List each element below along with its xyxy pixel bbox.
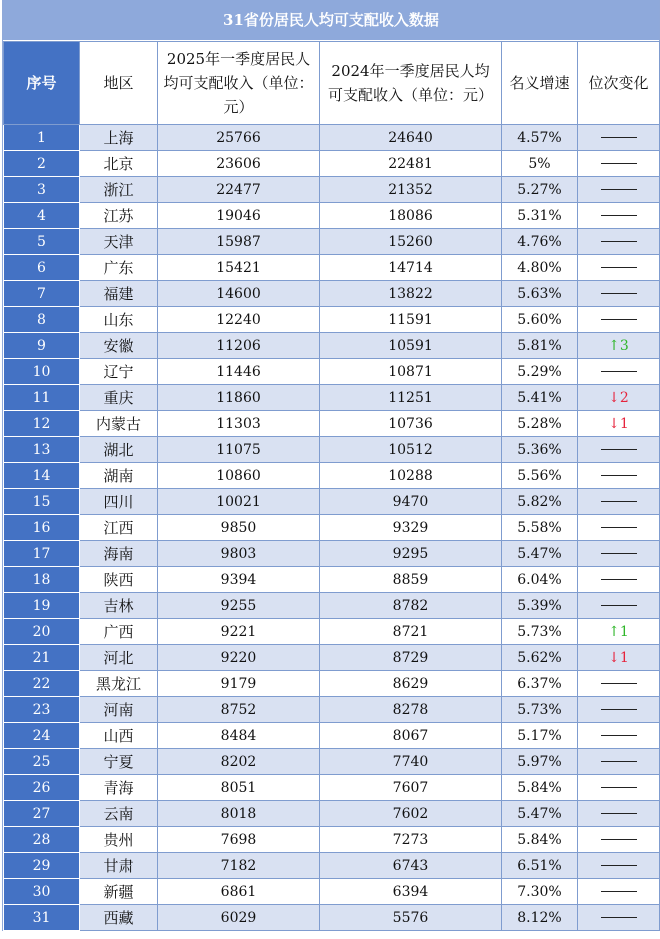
- row-growth: 5.31%: [502, 203, 578, 229]
- row-seq: 28: [4, 827, 80, 853]
- row-growth: 5.97%: [502, 749, 578, 775]
- row-rank-change: [578, 775, 660, 801]
- row-income-2025: 11446: [158, 359, 320, 385]
- table-row: [4, 853, 660, 879]
- row-rank-change: [578, 229, 660, 255]
- row-seq: 5: [4, 229, 80, 255]
- row-income-2024: 8067: [320, 723, 502, 749]
- row-region: 江西: [80, 515, 158, 541]
- table-row: [4, 697, 660, 723]
- table-row: [4, 879, 660, 905]
- row-seq: 9: [4, 333, 80, 359]
- row-income-2025: 15421: [158, 255, 320, 281]
- table-title: 31省份居民人均可支配收入数据: [3, 0, 659, 41]
- row-seq: 13: [4, 437, 80, 463]
- row-growth: 5.56%: [502, 463, 578, 489]
- row-rank-change: [578, 749, 660, 775]
- row-rank-change: [578, 411, 660, 437]
- row-region: 湖南: [80, 463, 158, 489]
- table-row: [4, 541, 660, 567]
- table-row: [4, 125, 660, 151]
- table-row: [4, 411, 660, 437]
- row-income-2025: 15987: [158, 229, 320, 255]
- row-region: 宁夏: [80, 749, 158, 775]
- row-rank-change: [578, 801, 660, 827]
- row-seq: 24: [4, 723, 80, 749]
- row-income-2024: 8278: [320, 697, 502, 723]
- row-growth: 5.58%: [502, 515, 578, 541]
- row-seq: 2: [4, 151, 80, 177]
- row-income-2024: 10591: [320, 333, 502, 359]
- table-row: [4, 515, 660, 541]
- row-growth: 4.76%: [502, 229, 578, 255]
- table-row: [4, 619, 660, 645]
- row-income-2025: 7182: [158, 853, 320, 879]
- row-income-2024: 8782: [320, 593, 502, 619]
- no-change-dash: [601, 215, 637, 216]
- row-growth: 6.51%: [502, 853, 578, 879]
- row-income-2025: 8752: [158, 697, 320, 723]
- row-region: 广西: [80, 619, 158, 645]
- no-change-dash: [601, 189, 637, 190]
- row-growth: 6.37%: [502, 671, 578, 697]
- row-seq: 4: [4, 203, 80, 229]
- row-income-2025: 9803: [158, 541, 320, 567]
- row-income-2025: 8202: [158, 749, 320, 775]
- row-growth: 8.12%: [502, 905, 578, 931]
- row-rank-change: [578, 853, 660, 879]
- row-region: 陕西: [80, 567, 158, 593]
- no-change-dash: [601, 891, 637, 892]
- table-row: [4, 905, 660, 931]
- table-row: [4, 671, 660, 697]
- row-seq: 20: [4, 619, 80, 645]
- row-income-2025: 9220: [158, 645, 320, 671]
- table-row: [4, 203, 660, 229]
- row-seq: 6: [4, 255, 80, 281]
- row-rank-change: [578, 905, 660, 931]
- row-rank-change: [578, 541, 660, 567]
- header-income-2024: 2024年一季度居民人均可支配收入（单位：元）: [320, 42, 502, 125]
- row-region: 天津: [80, 229, 158, 255]
- row-region: 福建: [80, 281, 158, 307]
- row-income-2024: 21352: [320, 177, 502, 203]
- row-rank-change: [578, 359, 660, 385]
- row-growth: 7.30%: [502, 879, 578, 905]
- row-income-2025: 9179: [158, 671, 320, 697]
- table-row: [4, 229, 660, 255]
- row-growth: 5.29%: [502, 359, 578, 385]
- row-income-2025: 23606: [158, 151, 320, 177]
- header-growth: 名义增速: [502, 42, 578, 125]
- row-income-2025: 12240: [158, 307, 320, 333]
- table-row: [4, 151, 660, 177]
- row-income-2024: 18086: [320, 203, 502, 229]
- row-region: 青海: [80, 775, 158, 801]
- rank-up-indicator: ↑3: [608, 337, 629, 354]
- no-change-dash: [601, 267, 637, 268]
- row-income-2025: 11860: [158, 385, 320, 411]
- table-row: [4, 333, 660, 359]
- row-seq: 16: [4, 515, 80, 541]
- row-growth: 5.81%: [502, 333, 578, 359]
- row-income-2025: 8018: [158, 801, 320, 827]
- row-seq: 12: [4, 411, 80, 437]
- row-income-2024: 15260: [320, 229, 502, 255]
- row-rank-change: [578, 333, 660, 359]
- row-income-2024: 6743: [320, 853, 502, 879]
- row-income-2024: 8629: [320, 671, 502, 697]
- row-seq: 22: [4, 671, 80, 697]
- no-change-dash: [601, 761, 637, 762]
- rank-down-indicator: ↓1: [608, 415, 629, 432]
- row-income-2024: 24640: [320, 125, 502, 151]
- row-rank-change: [578, 593, 660, 619]
- row-income-2024: 9470: [320, 489, 502, 515]
- row-rank-change: [578, 697, 660, 723]
- no-change-dash: [601, 683, 637, 684]
- row-growth: 5.63%: [502, 281, 578, 307]
- row-growth: 5.73%: [502, 619, 578, 645]
- row-income-2025: 8484: [158, 723, 320, 749]
- header-income-2025: 2025年一季度居民人均可支配收入（单位：元）: [158, 42, 320, 125]
- row-income-2024: 7607: [320, 775, 502, 801]
- no-change-dash: [601, 917, 637, 918]
- row-income-2024: 10871: [320, 359, 502, 385]
- row-rank-change: [578, 203, 660, 229]
- row-income-2024: 9329: [320, 515, 502, 541]
- row-income-2025: 10860: [158, 463, 320, 489]
- table-row: [4, 593, 660, 619]
- row-region: 重庆: [80, 385, 158, 411]
- table-row: [4, 307, 660, 333]
- row-seq: 1: [4, 125, 80, 151]
- header-row: [4, 42, 660, 125]
- row-seq: 10: [4, 359, 80, 385]
- row-income-2024: 8729: [320, 645, 502, 671]
- row-income-2025: 7698: [158, 827, 320, 853]
- row-region: 浙江: [80, 177, 158, 203]
- table-row: [4, 567, 660, 593]
- row-rank-change: [578, 645, 660, 671]
- row-income-2024: 10512: [320, 437, 502, 463]
- row-region: 贵州: [80, 827, 158, 853]
- row-region: 甘肃: [80, 853, 158, 879]
- table-row: [4, 489, 660, 515]
- table-row: [4, 385, 660, 411]
- row-seq: 14: [4, 463, 80, 489]
- row-rank-change: [578, 671, 660, 697]
- row-region: 内蒙古: [80, 411, 158, 437]
- row-region: 云南: [80, 801, 158, 827]
- rank-down-indicator: ↓2: [608, 389, 629, 406]
- row-rank-change: [578, 125, 660, 151]
- row-growth: 5.17%: [502, 723, 578, 749]
- row-seq: 26: [4, 775, 80, 801]
- row-seq: 15: [4, 489, 80, 515]
- row-income-2024: 9295: [320, 541, 502, 567]
- no-change-dash: [601, 813, 637, 814]
- table-row: [4, 281, 660, 307]
- no-change-dash: [601, 787, 637, 788]
- row-growth: 5.27%: [502, 177, 578, 203]
- no-change-dash: [601, 735, 637, 736]
- row-region: 海南: [80, 541, 158, 567]
- row-seq: 3: [4, 177, 80, 203]
- row-region: 黑龙江: [80, 671, 158, 697]
- row-growth: 5.36%: [502, 437, 578, 463]
- row-region: 四川: [80, 489, 158, 515]
- row-region: 西藏: [80, 905, 158, 931]
- row-seq: 7: [4, 281, 80, 307]
- row-rank-change: [578, 619, 660, 645]
- row-growth: 4.57%: [502, 125, 578, 151]
- table-row: [4, 801, 660, 827]
- row-growth: 6.04%: [502, 567, 578, 593]
- row-region: 山东: [80, 307, 158, 333]
- table-row: [4, 645, 660, 671]
- no-change-dash: [601, 293, 637, 294]
- row-growth: 5.84%: [502, 827, 578, 853]
- row-income-2025: 8051: [158, 775, 320, 801]
- row-rank-change: [578, 385, 660, 411]
- row-growth: 5.82%: [502, 489, 578, 515]
- row-seq: 11: [4, 385, 80, 411]
- no-change-dash: [601, 527, 637, 528]
- row-income-2024: 7602: [320, 801, 502, 827]
- row-seq: 30: [4, 879, 80, 905]
- no-change-dash: [601, 137, 637, 138]
- row-region: 上海: [80, 125, 158, 151]
- row-income-2024: 6394: [320, 879, 502, 905]
- rank-down-indicator: ↓1: [608, 649, 629, 666]
- no-change-dash: [601, 501, 637, 502]
- row-growth: 5.47%: [502, 541, 578, 567]
- row-region: 山西: [80, 723, 158, 749]
- table-row: [4, 359, 660, 385]
- row-growth: 5.47%: [502, 801, 578, 827]
- row-rank-change: [578, 437, 660, 463]
- table-row: [4, 255, 660, 281]
- row-rank-change: [578, 567, 660, 593]
- row-income-2025: 11303: [158, 411, 320, 437]
- row-region: 广东: [80, 255, 158, 281]
- row-income-2024: 5576: [320, 905, 502, 931]
- row-income-2024: 22481: [320, 151, 502, 177]
- row-income-2024: 11591: [320, 307, 502, 333]
- row-rank-change: [578, 307, 660, 333]
- row-seq: 19: [4, 593, 80, 619]
- row-income-2025: 19046: [158, 203, 320, 229]
- row-region: 河南: [80, 697, 158, 723]
- header-rank-change: 位次变化: [578, 42, 660, 125]
- row-region: 新疆: [80, 879, 158, 905]
- row-growth: 5.73%: [502, 697, 578, 723]
- row-rank-change: [578, 827, 660, 853]
- row-region: 辽宁: [80, 359, 158, 385]
- row-income-2024: 14714: [320, 255, 502, 281]
- row-income-2025: 9221: [158, 619, 320, 645]
- no-change-dash: [601, 553, 637, 554]
- row-income-2025: 10021: [158, 489, 320, 515]
- row-region: 吉林: [80, 593, 158, 619]
- row-rank-change: [578, 151, 660, 177]
- row-income-2024: 10288: [320, 463, 502, 489]
- table-row: [4, 775, 660, 801]
- row-seq: 29: [4, 853, 80, 879]
- row-rank-change: [578, 177, 660, 203]
- row-income-2025: 22477: [158, 177, 320, 203]
- row-income-2024: 7740: [320, 749, 502, 775]
- row-income-2025: 9394: [158, 567, 320, 593]
- table-row: [4, 723, 660, 749]
- no-change-dash: [601, 865, 637, 866]
- no-change-dash: [601, 709, 637, 710]
- row-income-2025: 9850: [158, 515, 320, 541]
- row-income-2024: 10736: [320, 411, 502, 437]
- row-income-2025: 6029: [158, 905, 320, 931]
- row-income-2024: 8721: [320, 619, 502, 645]
- row-income-2025: 11075: [158, 437, 320, 463]
- income-table: [3, 41, 660, 931]
- row-seq: 17: [4, 541, 80, 567]
- row-seq: 27: [4, 801, 80, 827]
- income-table-container: [2, 0, 660, 931]
- table-body: [4, 125, 660, 931]
- row-growth: 5.41%: [502, 385, 578, 411]
- row-income-2025: 11206: [158, 333, 320, 359]
- row-growth: 5.84%: [502, 775, 578, 801]
- row-growth: 5.60%: [502, 307, 578, 333]
- row-income-2025: 9255: [158, 593, 320, 619]
- row-region: 安徽: [80, 333, 158, 359]
- row-growth: 4.80%: [502, 255, 578, 281]
- row-region: 江苏: [80, 203, 158, 229]
- row-seq: 8: [4, 307, 80, 333]
- row-growth: 5.62%: [502, 645, 578, 671]
- row-seq: 25: [4, 749, 80, 775]
- no-change-dash: [601, 371, 637, 372]
- row-rank-change: [578, 281, 660, 307]
- no-change-dash: [601, 241, 637, 242]
- no-change-dash: [601, 163, 637, 164]
- row-seq: 21: [4, 645, 80, 671]
- row-rank-change: [578, 255, 660, 281]
- no-change-dash: [601, 579, 637, 580]
- no-change-dash: [601, 449, 637, 450]
- row-rank-change: [578, 879, 660, 905]
- row-income-2025: 14600: [158, 281, 320, 307]
- row-rank-change: [578, 723, 660, 749]
- row-income-2024: 11251: [320, 385, 502, 411]
- row-seq: 18: [4, 567, 80, 593]
- row-rank-change: [578, 489, 660, 515]
- row-growth: 5.39%: [502, 593, 578, 619]
- table-row: [4, 463, 660, 489]
- table-row: [4, 749, 660, 775]
- row-seq: 31: [4, 905, 80, 931]
- no-change-dash: [601, 839, 637, 840]
- rank-up-indicator: ↑1: [608, 623, 629, 640]
- no-change-dash: [601, 605, 637, 606]
- table-row: [4, 827, 660, 853]
- row-region: 河北: [80, 645, 158, 671]
- table-row: [4, 437, 660, 463]
- no-change-dash: [601, 319, 637, 320]
- row-region: 北京: [80, 151, 158, 177]
- header-region: 地区: [80, 42, 158, 125]
- row-income-2024: 13822: [320, 281, 502, 307]
- row-income-2024: 8859: [320, 567, 502, 593]
- row-growth: 5%: [502, 151, 578, 177]
- row-rank-change: [578, 463, 660, 489]
- header-seq: 序号: [4, 42, 80, 125]
- row-growth: 5.28%: [502, 411, 578, 437]
- row-income-2025: 25766: [158, 125, 320, 151]
- row-income-2025: 6861: [158, 879, 320, 905]
- row-rank-change: [578, 515, 660, 541]
- no-change-dash: [601, 475, 637, 476]
- row-income-2024: 7273: [320, 827, 502, 853]
- table-row: [4, 177, 660, 203]
- row-region: 湖北: [80, 437, 158, 463]
- row-seq: 23: [4, 697, 80, 723]
